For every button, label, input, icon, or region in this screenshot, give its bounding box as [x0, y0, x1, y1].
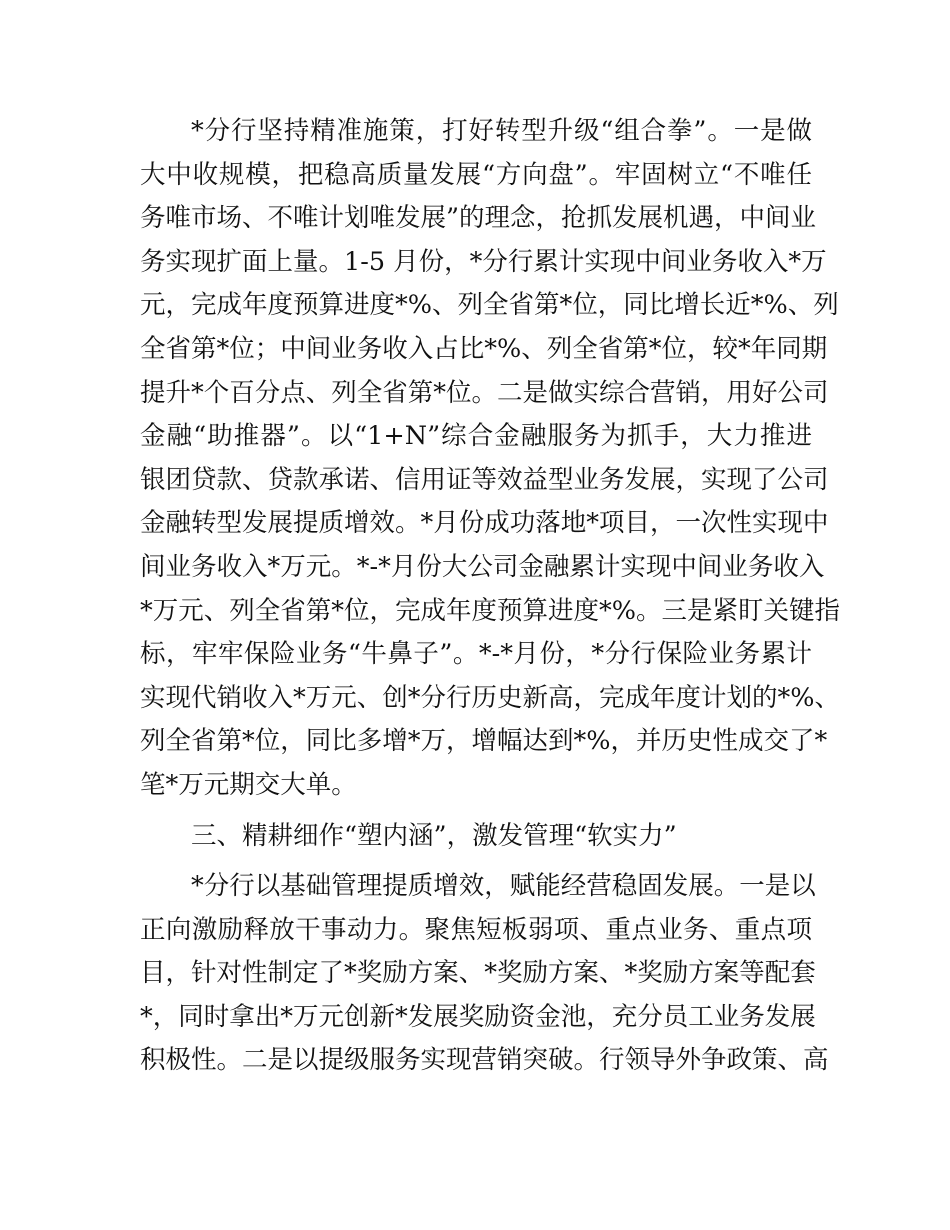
text-line: 笔*万元期交大单。 [140, 769, 357, 800]
text-line: 金融“助推器”。以“1+N”综合金融服务为抓手，大力推进 [140, 421, 812, 452]
text-line: 积极性。二是以提级服务实现营销突破。行领导外争政策、高 [140, 1045, 829, 1076]
text-line: 银团贷款、贷款承诺、信用证等效益型业务发展，实现了公司 [140, 464, 829, 495]
text-line: *分行以基础管理提质增效，赋能经营稳固发展。一是以 [191, 871, 816, 902]
text-line: 大中收规模，把稳高质量发展“方向盘”。牢固树立“不唯任 [140, 159, 812, 190]
text-line: 务实现扩面上量。1-5 月份，*分行累计实现中间业务收入*万 [140, 246, 827, 277]
text-line: 全省第*位；中间业务收入占比*%、列全省第*位，较*年同期 [140, 333, 828, 364]
text-line: 标，牢牢保险业务“牛鼻子”。*-*月份，*分行保险业务累计 [140, 639, 812, 670]
text-line: *，同时拿出*万元创新*发展奖励资金池，充分员工业务发展 [140, 1001, 816, 1032]
text-line: 目，针对性制定了*奖励方案、*奖励方案、*奖励方案等配套 [140, 958, 816, 989]
paragraph-2 [140, 865, 829, 1083]
text-line: 务唯市场、不唯计划唯发展”的理念，抢抓发展机遇，中间业 [140, 203, 817, 234]
text-line: *万元、列全省第*位，完成年度预算进度*%。三是紧盯关键指 [140, 595, 840, 626]
document-body [140, 110, 840, 1083]
text-line: 实现代销收入*万元、创*分行历史新高，完成年度计划的*%、 [140, 682, 840, 713]
section-heading [140, 815, 812, 859]
text-line: *分行坚持精准施策，打好转型升级“组合拳”。一是做 [191, 116, 812, 146]
text-line: 金融转型发展提质增效。*月份成功落地*项目，一次性实现中 [140, 508, 829, 539]
text-line: 间业务收入*万元。*-*月份大公司金融累计实现中间业务收入 [140, 551, 825, 582]
paragraph-1 [140, 110, 840, 808]
text-line: 列全省第*位，同比多增*万，增幅达到*%，并历史性成交了* [140, 726, 828, 757]
text-line: 正向激励释放干事动力。聚焦短板弱项、重点业务、重点项 [140, 914, 812, 945]
text-line: 元，完成年度预算进度*%、列全省第*位，同比增长近*%、列 [140, 290, 839, 321]
text-line: 提升*个百分点、列全省第*位。二是做实综合营销，用好公司 [140, 377, 829, 408]
section-heading-text: 三、精耕细作“塑内涵”，激发管理“软实力” [191, 820, 677, 851]
